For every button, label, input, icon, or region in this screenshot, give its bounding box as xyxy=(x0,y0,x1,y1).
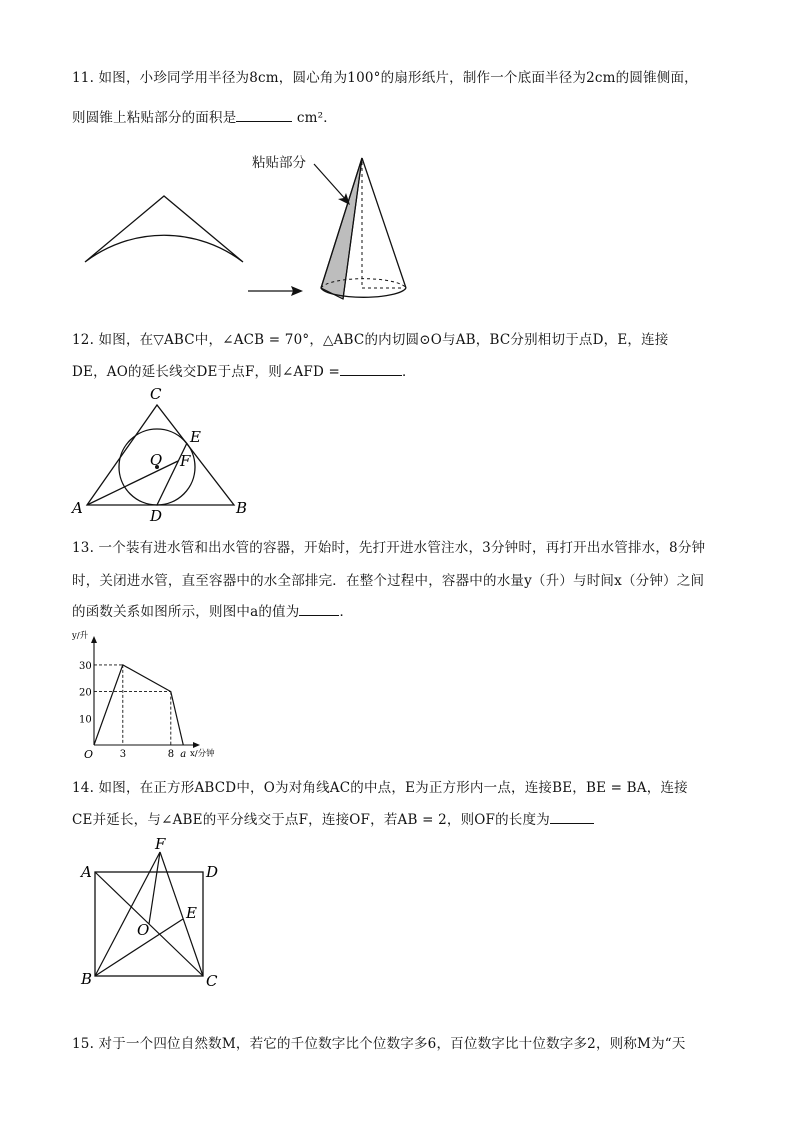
origin-label: O xyxy=(84,748,94,761)
q14-line-1: 14. 如图，在正方形ABCD中，O为对角线AC的中点，E为正方形内一点，连接BE，BE = BA，连接 xyxy=(72,780,688,796)
q12-line-1: 12. 如图，在▽ABC中，∠ACB = 70°，△ABC的内切圆⊙O与AB，BC分别相切于点D，E，连接 xyxy=(72,332,669,348)
q15-line-1: 15. 对于一个四位自然数M，若它的千位数字比个位数字多6，百位数字比十位数字多2，则称M为“天 xyxy=(72,1036,686,1052)
label-a: A xyxy=(81,863,92,881)
label-f: F xyxy=(180,452,191,470)
label-o: O xyxy=(150,451,163,469)
y-axis-label: y/升 xyxy=(72,631,89,641)
label-e: E xyxy=(186,904,197,922)
label-c: C xyxy=(150,385,162,403)
y-tick-label: 30 xyxy=(79,660,92,672)
label-d: D xyxy=(206,863,219,881)
q12-line-2-end: ． xyxy=(402,364,416,380)
label-b: B xyxy=(236,499,248,517)
x-tick-label: 3 xyxy=(119,749,127,760)
q13-line-2: 时，关闭进水管，直至容器中的水全部排完．在整个过程中，容器中的水量y（升）与时间x（分钟）之间 xyxy=(72,573,705,589)
q11-line-2-text: 则圆锥上粘贴部分的面积是 xyxy=(72,110,237,126)
label-a: A xyxy=(72,499,83,517)
q13-line-3-text: 的函数关系如图所示，则图中a的值为 xyxy=(72,604,300,620)
q11-unit: cm²． xyxy=(292,110,337,126)
y-tick-label: 20 xyxy=(79,687,92,699)
label-c: C xyxy=(206,972,218,990)
glued-part-label: 粘贴部分 xyxy=(252,155,306,171)
label-f: F xyxy=(155,835,166,853)
q12-line-2-text: DE，AO的延长线交DE于点F，则∠AFD = xyxy=(72,364,340,380)
q11-line-1: 11. 如图，小珍同学用半径为8cm，圆心角为100°的扇形纸片，制作一个底面半径为2cm的圆锥侧面， xyxy=(72,70,698,86)
label-b: B xyxy=(81,970,93,988)
y-tick-label: 10 xyxy=(79,714,92,726)
q13-line-1: 13. 一个装有进水管和出水管的容器，开始时，先打开进水管注水，3分钟时，再打开出水管排水，8分钟 xyxy=(72,540,706,556)
q13-line-3-end: ． xyxy=(339,604,354,620)
label-d: D xyxy=(150,507,163,525)
label-e: E xyxy=(190,428,201,446)
q14-line-2-text: CE并延长，与∠ABE的平分线交于点F，连接OF，若AB = 2，则OF的长度为 xyxy=(72,812,550,828)
x-tick-label: a xyxy=(180,749,187,760)
x-tick-label: 8 xyxy=(167,749,175,760)
x-axis-label: x/分钟 xyxy=(190,749,215,759)
label-o: O xyxy=(137,921,150,939)
